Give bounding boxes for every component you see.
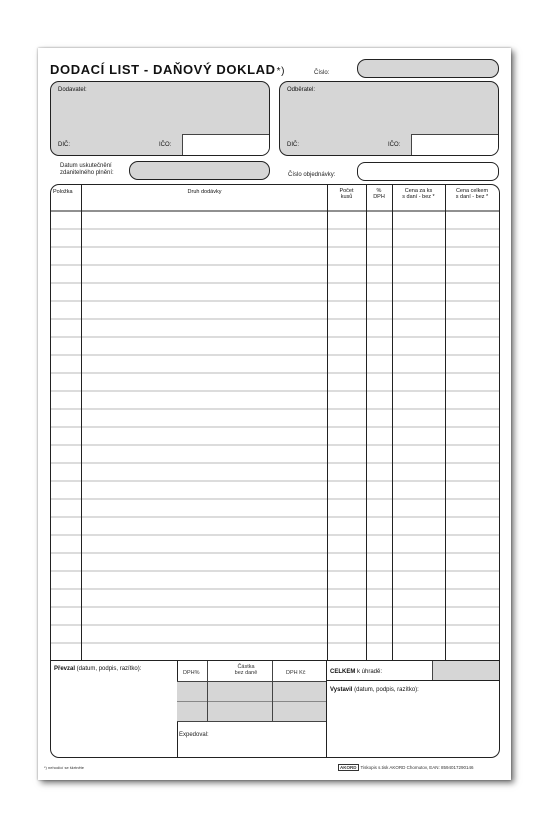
vat-recap-rule-bottom — [177, 721, 326, 722]
header-total-price-line2: s daní - bez * — [455, 194, 489, 200]
header-vat-line2: DPH — [373, 194, 385, 200]
col-divider-vat — [392, 185, 393, 661]
col-divider-qty — [366, 185, 367, 661]
number-label: Číslo: — [314, 70, 330, 76]
header-total-price-line1: Cena celkem — [455, 188, 489, 194]
header-unit-price-line2: s daní - bez * — [402, 194, 435, 200]
col-divider-kind — [327, 185, 328, 661]
header-total-price — [445, 188, 499, 200]
supplier-ico-label: IČO: — [159, 142, 172, 148]
total-due-rest: k úhradě: — [355, 669, 383, 675]
supplier-dic-label: DIČ: — [58, 142, 70, 148]
vat-recap-table — [177, 661, 326, 722]
vat-recap-col-1 — [207, 661, 208, 722]
form-title-suffix: *) — [276, 66, 286, 77]
summary-section — [50, 660, 500, 758]
received-label — [54, 666, 141, 672]
imprint-text: Tiskopis s.tisk AKORD Chomutov, EAN: 8594017290146 — [360, 765, 474, 770]
supplier-label: Dodavatel: — [58, 87, 87, 93]
col-divider-item — [81, 185, 82, 661]
issued-rest: (datum, podpis, razítko): — [352, 687, 419, 693]
items-table — [50, 184, 500, 661]
header-unit-price — [392, 188, 445, 200]
vat-recap-rule-top — [177, 681, 326, 682]
tax-date-label — [60, 163, 114, 177]
total-due-bold: CELKEM — [330, 669, 356, 675]
vat-percent-header: DPH% — [183, 670, 200, 676]
order-number-field[interactable] — [357, 162, 499, 181]
received-label-rest: (datum, podpis, razítko): — [75, 666, 142, 672]
table-rules — [51, 185, 499, 661]
header-item: Položka — [53, 189, 73, 195]
order-number-label: Číslo objednávky: — [288, 172, 336, 178]
col-divider-unit — [445, 185, 446, 661]
customer-ico-field[interactable] — [411, 134, 498, 155]
issued-label — [330, 687, 419, 693]
customer-ico-label: IČO: — [388, 142, 401, 148]
tax-date-label-line1: Datum uskutečnění — [60, 163, 112, 169]
imprint — [338, 764, 474, 771]
amount-header-line2: bez daně — [234, 670, 258, 676]
total-due-label — [330, 669, 382, 675]
customer-box[interactable] — [279, 81, 499, 156]
tax-date-field[interactable] — [129, 161, 270, 180]
amount-header-line1: Částka — [237, 664, 255, 670]
delivery-note-form — [38, 48, 511, 780]
header-vat — [366, 188, 392, 200]
tax-date-label-line2: zdanitelného plnění: — [60, 170, 114, 176]
customer-dic-label: DIČ: — [287, 142, 299, 148]
header-qty-line1: Počet — [339, 188, 354, 194]
vat-recap-rule-mid — [177, 701, 326, 702]
total-due-field[interactable] — [432, 661, 500, 681]
form-title-text: DODACÍ LIST - DAŇOVÝ DOKLAD — [50, 62, 276, 77]
header-kind: Druh dodávky — [187, 189, 222, 195]
vat-amount-header: DPH Kč — [286, 670, 306, 676]
dispatched-label: Expedoval: — [179, 732, 209, 738]
header-qty — [327, 188, 366, 200]
number-field[interactable] — [357, 59, 499, 78]
footnote: *) nehodící se škrtněte — [44, 765, 85, 770]
supplier-ico-field[interactable] — [182, 134, 269, 155]
amount-header — [221, 664, 271, 676]
akord-logo: AKORD — [340, 765, 357, 770]
total-divider — [326, 661, 327, 757]
header-vat-line1: % — [376, 188, 382, 194]
header-unit-price-line1: Cena za ks — [404, 188, 433, 194]
issued-bold: Vystavil — [330, 687, 353, 693]
customer-label: Odběratel: — [287, 87, 316, 93]
header-qty-line2: kusů — [340, 194, 353, 200]
form-title — [50, 62, 285, 77]
supplier-box[interactable] — [50, 81, 270, 156]
total-rule — [326, 680, 499, 681]
vat-recap-col-2 — [272, 661, 273, 722]
received-label-bold: Převzal — [54, 666, 76, 672]
